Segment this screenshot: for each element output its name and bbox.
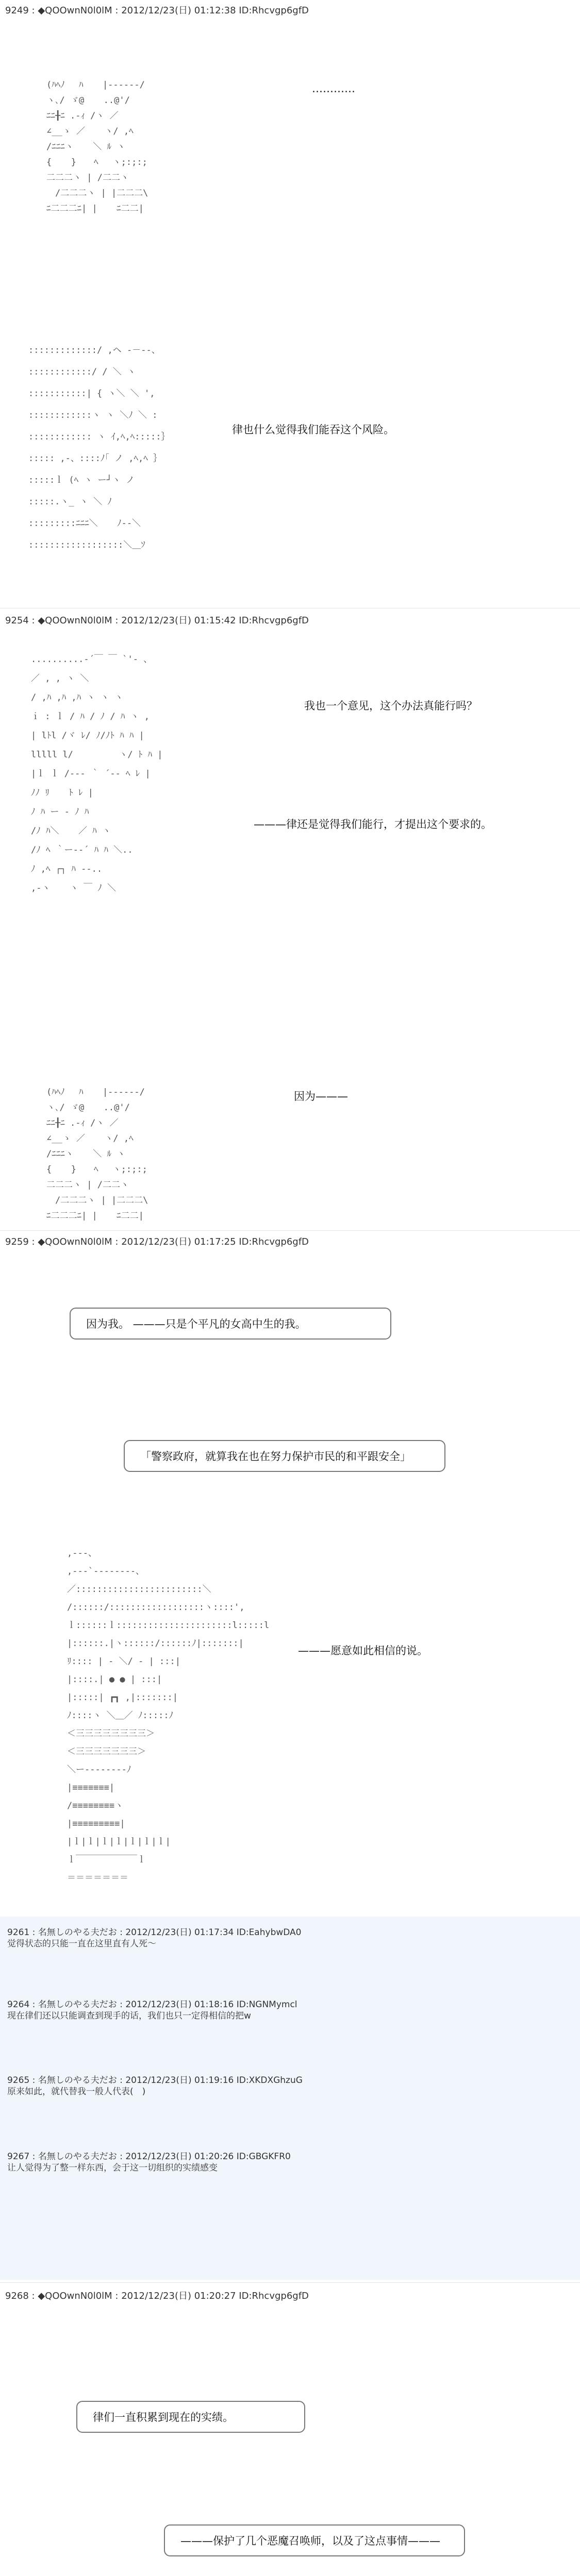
reply-body: 觉得状态的只能一直在这里直有人死～ bbox=[7, 1939, 156, 1949]
dialogue-believe: ———愿意如此相信的说。 bbox=[298, 1645, 428, 1657]
ascii-art-girl-1 bbox=[31, 652, 253, 909]
ascii-art-line: ヽ､/ ゞ@ ..@'/ bbox=[46, 95, 130, 106]
post-header-9254: 9254 : ◆QOOwnN0l0lM : 2012/12/23(日) 01:15:42 ID:Rhcvgp6gfD bbox=[5, 615, 309, 626]
ascii-art-face-1-svg bbox=[28, 343, 245, 569]
ascii-art-line: ..........‐´￣ ￣ `'‐ 、 bbox=[31, 654, 153, 665]
ascii-art-line: (ﾊﾍﾉ ﾊ |------/ bbox=[46, 1087, 145, 1097]
ascii-art-line: ::::: ,‐、::::ﾉ｢ ノ ,ﾍ,ﾍ ｝ bbox=[28, 453, 162, 464]
speech-bubble-3: 律们一直积累到现在的实绩。 bbox=[76, 2401, 305, 2433]
post-divider bbox=[0, 2282, 580, 2283]
dialogue-question: 我也一个意见，这个办法真能行吗？ bbox=[304, 700, 477, 712]
reply-body: 现在律们还以只能调查到现手的话，我们也只一定得相信的把w bbox=[7, 2011, 251, 2021]
reply-9267 bbox=[7, 2151, 291, 2174]
speech-bubble-2: 「警察政府，就算我在也在努力保护市民的和平跟安全」 bbox=[124, 1440, 445, 1472]
ascii-art-line: { } ﾍ ヽ;:;:; bbox=[46, 1164, 147, 1175]
reply-body: 原来如此，就代替我一般人代表( ) bbox=[7, 2087, 146, 2097]
ascii-art-line: ／ , , ヽ ＼ bbox=[31, 673, 89, 684]
ascii-art-line: |≡≡≡≡≡≡≡≡≡| bbox=[67, 1819, 125, 1829]
ascii-art-line: ｌ::::::ｌ::::::::::::::::::::::l:::::l bbox=[67, 1620, 270, 1631]
ascii-art-sky-1-svg bbox=[46, 77, 273, 232]
ascii-art-line: /二二二ヽ | |二二二\ bbox=[46, 1195, 148, 1206]
ascii-art-line: :::::ｌ (ﾍ ヽ ー┘ヽ ノ bbox=[28, 475, 135, 485]
ascii-art-line: ﾉ::::ヽ ＼＿／ ﾉ:::::ﾉ bbox=[67, 1710, 174, 1721]
post-divider bbox=[0, 1230, 580, 1231]
ascii-art-line: ::::::::::::ヽ ヽ ＼ﾉ ＼ : bbox=[28, 410, 158, 420]
ascii-art-line: ＼ー‐‐‐‐‐‐‐‐ﾉ bbox=[67, 1765, 131, 1775]
reply-section bbox=[0, 1917, 580, 2280]
post-header-9249: 9249 : ◆QOOwnN0l0lM : 2012/12/23(日) 01:12:38 ID:Rhcvgp6gfD bbox=[5, 5, 309, 16]
ascii-art-line: |::::::.|ヽ::::::/::::::ﾉ|:::::::| bbox=[67, 1638, 244, 1649]
ascii-art-line: ＝＝＝＝＝＝＝ bbox=[67, 1873, 128, 1883]
ascii-art-line: | lﾄl /ヾ ﾚ/ ﾉ/ﾉﾄ ﾊ ﾊ | bbox=[31, 731, 144, 741]
ascii-art-line: 二二二ヽ | /二二ヽ bbox=[46, 173, 129, 183]
ascii-art-line: |:::::| ┏┓ ,|:::::::| bbox=[67, 1692, 178, 1703]
ascii-art-line: ／::::::::::::::::::::::::＼ bbox=[67, 1584, 211, 1595]
ascii-art-sky-2 bbox=[46, 1084, 273, 1239]
ascii-art-line: ＜三三三三三三三＞ bbox=[67, 1747, 146, 1757]
ascii-art-line: ,‐‐‐、 bbox=[67, 1548, 97, 1558]
ascii-art-girl-2 bbox=[67, 1546, 284, 1901]
ascii-art-line: 二二二ヽ | /二二ヽ bbox=[46, 1180, 129, 1190]
ascii-art-line: ｌ￣￣￣￣￣￣￣ｌ bbox=[67, 1855, 146, 1865]
reply-9261 bbox=[7, 1927, 302, 1950]
ascii-art-line: :::::.ヽ_ ヽ ＼ ﾉ bbox=[28, 497, 112, 507]
dialogue-demand: ———律还是觉得我们能行，才提出这个要求的。 bbox=[254, 818, 492, 831]
ascii-art-line: ﾆ二二二ﾆ| | ﾆ二二| bbox=[46, 1211, 144, 1221]
dialogue-because: 因为——— bbox=[294, 1090, 348, 1103]
ascii-art-line: /≡≡≡≡≡≡≡≡ヽ bbox=[67, 1801, 124, 1811]
reply-header: 9265 : 名無しのやる夫だお : 2012/12/23(日) 01:19:16 ID:XKDXGhzuG bbox=[7, 2075, 303, 2086]
ascii-art-line: ﾉ ,ﾍ ┌┐ ﾊ ‐‐.. bbox=[31, 864, 103, 874]
ascii-art-line: ﾆﾆ╂ﾆ .-ｨ /ヽ ／ bbox=[46, 111, 119, 121]
post-header-9268: 9268 : ◆QOOwnN0l0lM : 2012/12/23(日) 01:20:27 ID:Rhcvgp6gfD bbox=[5, 2291, 309, 2301]
ascii-art-girl-2-svg bbox=[67, 1546, 284, 1901]
ascii-art-line: |≡≡≡≡≡≡≡| bbox=[67, 1783, 115, 1793]
ascii-art-line: { } ﾍ ヽ;:;:; bbox=[46, 157, 147, 167]
ascii-art-line: ﾉﾉ ﾘ ﾄ ﾚ | bbox=[31, 788, 93, 798]
ascii-art-line: lllll l/ ヽ/ ﾄ ﾊ | bbox=[31, 750, 163, 760]
ascii-art-face-1 bbox=[28, 343, 245, 569]
ascii-art-line: ﾆ二二二ﾆ| | ﾆ二二| bbox=[46, 204, 144, 214]
ascii-art-line: ,‐ヽ ヽ ￣ ﾉ ＼ bbox=[31, 883, 117, 893]
ascii-art-line: ::::::::::::/ / ＼ ヽ bbox=[28, 367, 136, 377]
ascii-art-line: ヽ､/ ゞ@ ..@'/ bbox=[46, 1103, 130, 1113]
ascii-art-line: (ﾊﾍﾉ ﾊ |------/ bbox=[46, 80, 145, 90]
dialogue-wind: 律也什么觉得我们能吞这个风险。 bbox=[232, 423, 394, 436]
speech-bubble-4: ———保护了几个恶魔召唤师，以及了这点事情——— bbox=[164, 2524, 465, 2556]
ascii-art-line: ∠__ゝ ／ ヽ/ ,ﾍ bbox=[46, 1133, 134, 1144]
post-header-9259: 9259 : ◆QOOwnN0l0lM : 2012/12/23(日) 01:17:25 ID:Rhcvgp6gfD bbox=[5, 1236, 309, 1247]
ascii-art-line: ∠__ゝ ／ ヽ/ ,ﾍ bbox=[46, 126, 134, 137]
ascii-art-line: ﾘ:::: | ‐ ＼/ ‐ | :::| bbox=[67, 1656, 180, 1667]
ascii-art-line: / ,ﾊ ,ﾊ ,ﾊ ヽ ヽ ヽ bbox=[31, 692, 123, 703]
ascii-art-line: /二二二ヽ | |二二二\ bbox=[46, 188, 148, 198]
ascii-art-line: :::::::::::| { ヽ＼ ＼ ', bbox=[28, 388, 155, 399]
ascii-art-line: ｉ : ｌ / ﾊ / ﾉ / ﾊ ヽ , bbox=[31, 711, 150, 722]
ascii-art-line: :::::::::::::/ ,ヘ ‐－‐-、 bbox=[28, 345, 160, 355]
ascii-art-line: ,‐‐‐`‐‐‐‐‐‐‐‐、 bbox=[67, 1566, 145, 1577]
ascii-art-line: ＜三三三三三三三三＞ bbox=[67, 1728, 155, 1739]
ascii-art-line: ::::::::::::::::::＼＿ｿ bbox=[28, 540, 145, 550]
reply-header: 9261 : 名無しのやる夫だお : 2012/12/23(日) 01:17:34 ID:EahybwDA0 bbox=[7, 1927, 302, 1938]
ascii-art-line: /ﾉ ﾍ ｀ー‐‐´ ﾊ ﾊ ＼.. bbox=[31, 845, 133, 855]
ascii-art-line: |ｌ|ｌ|ｌ|ｌ|ｌ|ｌ|ｌ| bbox=[67, 1837, 171, 1847]
ascii-art-line: /::::::/::::::::::::::::::ヽ::::', bbox=[67, 1602, 245, 1613]
reply-body: 让人觉得为了整一样东西，会于这一切组织的实绩感变 bbox=[7, 2163, 218, 2173]
ascii-art-girl-1-svg bbox=[31, 652, 253, 909]
ascii-art-line: |ｌ ｌ /--‐ ｀ ´‐‐ ﾍ ﾚ | bbox=[31, 769, 151, 779]
reply-header: 9267 : 名無しのやる夫だお : 2012/12/23(日) 01:20:26 ID:GBGKFR0 bbox=[7, 2151, 291, 2162]
ascii-art-line: /ﾉ ﾊ＼ ／ ﾊ ヽ bbox=[31, 826, 111, 836]
ascii-art-line: :::::::::ﾆﾆﾆ＼ ﾉ-‐＼ bbox=[28, 518, 141, 529]
reply-9265 bbox=[7, 2075, 303, 2097]
speech-bubble-1: 因为我。 ———只是个平凡的女高中生的我。 bbox=[70, 1308, 391, 1340]
ascii-art-line: /ﾆﾆﾆヽ ＼ ﾙ ヽ bbox=[46, 142, 126, 152]
reply-header: 9264 : 名無しのやる夫だお : 2012/12/23(日) 01:18:16 ID:NGNMymcl bbox=[7, 1999, 297, 2010]
ascii-art-sky-2-svg bbox=[46, 1084, 273, 1239]
dialogue-ellipsis: ………… bbox=[312, 82, 355, 95]
ascii-art-line: |::::.| ● ● | :::| bbox=[67, 1674, 162, 1685]
ascii-art-line: ﾆﾆ╂ﾆ .-ｨ /ヽ ／ bbox=[46, 1118, 119, 1128]
reply-9264 bbox=[7, 1999, 297, 2022]
ascii-art-sky-1 bbox=[46, 77, 273, 232]
ascii-art-line: :::::::::::: ヽ ｲ,ﾍ,ﾍ:::::｝ bbox=[28, 432, 170, 442]
ascii-art-line: /ﾆﾆﾆヽ ＼ ﾙ ヽ bbox=[46, 1149, 126, 1159]
ascii-art-line: ﾉ ﾊ ー ‐ ﾉ ﾊ bbox=[31, 807, 89, 817]
